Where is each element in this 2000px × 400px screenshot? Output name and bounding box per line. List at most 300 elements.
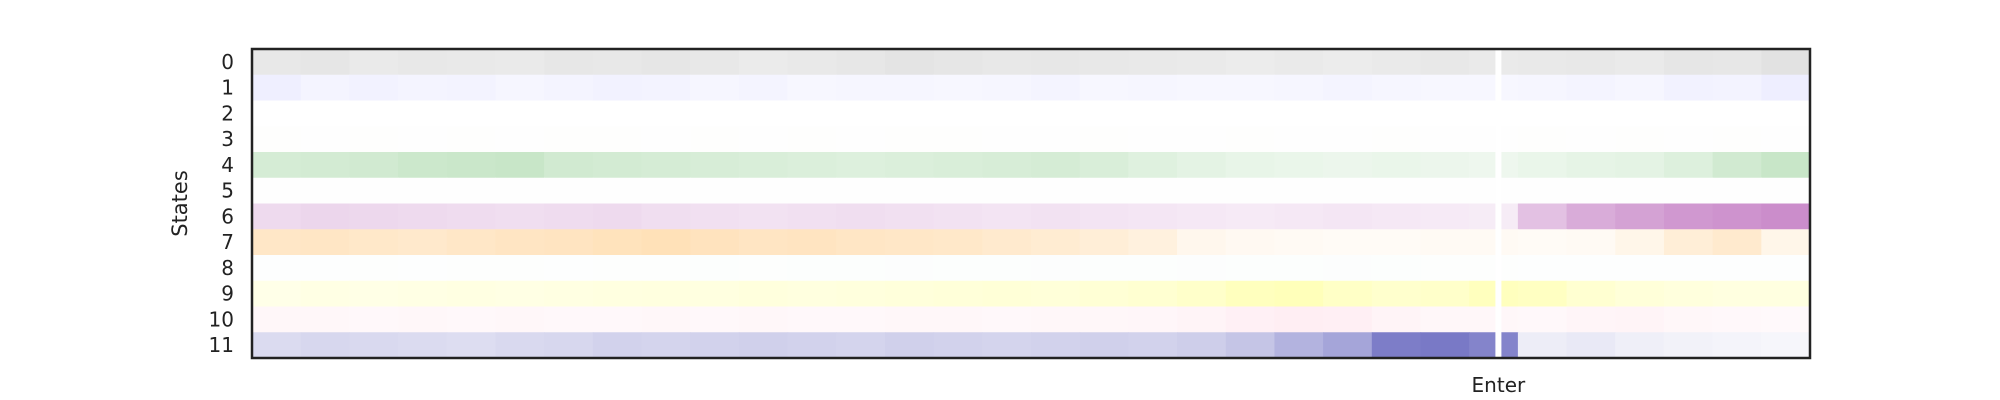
heatmap-cell-state-0-bin-7 [593,49,642,75]
heatmap-cell-state-8-bin-15 [982,255,1031,281]
heatmap-cell-state-4-bin-3 [398,152,447,178]
heatmap-cell-state-11-bin-10 [739,332,788,358]
heatmap-cell-state-11-bin-4 [447,332,496,358]
heatmap-cell-state-3-bin-17 [1080,126,1129,152]
heatmap-cell-state-7-bin-8 [642,229,691,255]
heatmap-cell-state-9-bin-6 [544,281,593,307]
heatmap-cell-state-7-bin-9 [690,229,739,255]
heatmap-cell-state-8-bin-18 [1128,255,1177,281]
heatmap-cell-state-10-bin-25 [1469,307,1518,333]
heatmap-cell-state-10-bin-20 [1226,307,1275,333]
heatmap-cell-state-11-bin-29 [1664,332,1713,358]
y-tick-label-6: 6 [221,204,234,229]
heatmap-cell-state-6-bin-24 [1421,204,1470,230]
heatmap-cell-state-5-bin-9 [690,178,739,204]
heatmap-cell-state-10-bin-22 [1323,307,1372,333]
heatmap-cell-state-1-bin-31 [1761,75,1810,101]
heatmap-cell-state-8-bin-4 [447,255,496,281]
heatmap-cell-state-7-bin-12 [836,229,885,255]
heatmap-cell-state-11-bin-9 [690,332,739,358]
heatmap-cell-state-5-bin-4 [447,178,496,204]
heatmap-cell-state-3-bin-15 [982,126,1031,152]
heatmap-cell-state-7-bin-30 [1713,229,1762,255]
heatmap-cell-state-6-bin-30 [1713,204,1762,230]
y-axis-title: States [168,170,192,237]
heatmap-cell-state-4-bin-27 [1567,152,1616,178]
heatmap-cell-state-10-bin-24 [1421,307,1470,333]
heatmap-cell-state-8-bin-30 [1713,255,1762,281]
heatmap-cell-state-11-bin-16 [1031,332,1080,358]
heatmap-cell-state-1-bin-12 [836,75,885,101]
heatmap-cell-state-11-bin-27 [1567,332,1616,358]
heatmap-cell-state-0-bin-24 [1421,49,1470,75]
heatmap-cell-state-10-bin-0 [252,307,301,333]
heatmap-cell-state-11-bin-25 [1469,332,1518,358]
heatmap-cell-state-2-bin-23 [1372,101,1421,127]
heatmap-cell-state-10-bin-16 [1031,307,1080,333]
heatmap-cell-state-10-bin-2 [349,307,398,333]
heatmap-cell-state-1-bin-4 [447,75,496,101]
heatmap-cell-state-10-bin-11 [788,307,837,333]
y-tick-label-4: 4 [221,152,234,177]
heatmap-cell-state-8-bin-6 [544,255,593,281]
heatmap-cell-state-11-bin-24 [1421,332,1470,358]
heatmap-cell-state-1-bin-21 [1274,75,1323,101]
heatmap-cell-state-8-bin-28 [1615,255,1664,281]
heatmap-cell-state-5-bin-2 [349,178,398,204]
heatmap-cell-state-6-bin-12 [836,204,885,230]
heatmap-cell-state-5-bin-13 [885,178,934,204]
heatmap-cell-state-0-bin-0 [252,49,301,75]
heatmap-cell-state-1-bin-11 [788,75,837,101]
heatmap-cell-state-2-bin-8 [642,101,691,127]
heatmap-cell-state-6-bin-15 [982,204,1031,230]
heatmap-cell-state-9-bin-0 [252,281,301,307]
heatmap-cell-state-2-bin-7 [593,101,642,127]
heatmap-cell-state-2-bin-16 [1031,101,1080,127]
heatmap-cell-state-8-bin-1 [301,255,350,281]
heatmap-cell-state-5-bin-20 [1226,178,1275,204]
heatmap-cell-state-6-bin-22 [1323,204,1372,230]
heatmap-cell-state-9-bin-1 [301,281,350,307]
heatmap-cell-state-2-bin-27 [1567,101,1616,127]
heatmap-cell-state-5-bin-27 [1567,178,1616,204]
heatmap-cell-state-9-bin-13 [885,281,934,307]
heatmap-cell-state-6-bin-21 [1274,204,1323,230]
heatmap-cell-state-3-bin-2 [349,126,398,152]
heatmap-cell-state-6-bin-28 [1615,204,1664,230]
heatmap-cell-state-8-bin-14 [934,255,983,281]
heatmap-cell-state-3-bin-1 [301,126,350,152]
heatmap-cell-state-0-bin-10 [739,49,788,75]
heatmap-cell-state-10-bin-29 [1664,307,1713,333]
heatmap-cell-state-9-bin-23 [1372,281,1421,307]
heatmap-cell-state-11-bin-20 [1226,332,1275,358]
heatmap-cell-state-2-bin-19 [1177,101,1226,127]
heatmap-cell-state-2-bin-22 [1323,101,1372,127]
heatmap-cell-state-3-bin-22 [1323,126,1372,152]
heatmap-cell-state-3-bin-21 [1274,126,1323,152]
heatmap-cell-state-5-bin-10 [739,178,788,204]
heatmap-cell-state-7-bin-26 [1518,229,1567,255]
heatmap-cell-state-1-bin-27 [1567,75,1616,101]
heatmap-cell-state-4-bin-16 [1031,152,1080,178]
heatmap-cell-state-7-bin-2 [349,229,398,255]
heatmap-cell-state-6-bin-27 [1567,204,1616,230]
heatmap-cell-state-10-bin-23 [1372,307,1421,333]
heatmap-cell-state-6-bin-26 [1518,204,1567,230]
heatmap-cell-state-0-bin-28 [1615,49,1664,75]
heatmap-cell-state-7-bin-19 [1177,229,1226,255]
heatmap-cell-state-1-bin-23 [1372,75,1421,101]
heatmap-cell-state-9-bin-19 [1177,281,1226,307]
heatmap-cell-state-4-bin-5 [495,152,544,178]
heatmap-cell-state-9-bin-18 [1128,281,1177,307]
heatmap-cell-state-10-bin-6 [544,307,593,333]
heatmap-cell-state-11-bin-0 [252,332,301,358]
heatmap-cell-state-6-bin-10 [739,204,788,230]
heatmap-cell-state-1-bin-14 [934,75,983,101]
heatmap-cell-state-10-bin-21 [1274,307,1323,333]
heatmap-cell-state-0-bin-3 [398,49,447,75]
heatmap-cell-state-1-bin-2 [349,75,398,101]
heatmap-cell-state-11-bin-31 [1761,332,1810,358]
heatmap-cell-state-8-bin-13 [885,255,934,281]
y-tick-label-0: 0 [221,49,234,74]
heatmap-cell-state-9-bin-4 [447,281,496,307]
heatmap-cell-state-1-bin-13 [885,75,934,101]
heatmap-cell-state-7-bin-5 [495,229,544,255]
heatmap-cell-state-3-bin-4 [447,126,496,152]
heatmap-cell-state-8-bin-7 [593,255,642,281]
heatmap-cell-state-1-bin-7 [593,75,642,101]
heatmap-cell-state-11-bin-26 [1518,332,1567,358]
heatmap-cell-state-2-bin-6 [544,101,593,127]
heatmap-cell-state-9-bin-26 [1518,281,1567,307]
heatmap-cell-state-11-bin-30 [1713,332,1762,358]
heatmap-cell-state-10-bin-30 [1713,307,1762,333]
y-tick-label-1: 1 [221,75,234,100]
heatmap-cell-state-10-bin-12 [836,307,885,333]
heatmap-cell-state-0-bin-17 [1080,49,1129,75]
heatmap-cell-state-8-bin-8 [642,255,691,281]
heatmap-cell-state-2-bin-10 [739,101,788,127]
heatmap-cell-state-2-bin-15 [982,101,1031,127]
heatmap-cell-state-1-bin-6 [544,75,593,101]
heatmap-cell-state-11-bin-7 [593,332,642,358]
heatmap-cell-state-9-bin-12 [836,281,885,307]
heatmap-cell-state-8-bin-10 [739,255,788,281]
heatmap-cell-state-4-bin-25 [1469,152,1518,178]
y-tick-labels [209,50,234,357]
heatmap-cell-state-2-bin-20 [1226,101,1275,127]
heatmap-cell-state-0-bin-8 [642,49,691,75]
heatmap-cell-state-3-bin-13 [885,126,934,152]
heatmap-cell-state-10-bin-5 [495,307,544,333]
heatmap-cell-state-4-bin-29 [1664,152,1713,178]
heatmap-cell-state-10-bin-9 [690,307,739,333]
heatmap-cell-state-4-bin-22 [1323,152,1372,178]
heatmap-cell-state-8-bin-25 [1469,255,1518,281]
heatmap-cell-state-11-bin-6 [544,332,593,358]
heatmap-cell-state-6-bin-11 [788,204,837,230]
heatmap-cell-state-1-bin-1 [301,75,350,101]
heatmap-cell-state-1-bin-8 [642,75,691,101]
heatmap-cell-state-0-bin-30 [1713,49,1762,75]
heatmap-cell-state-7-bin-24 [1421,229,1470,255]
heatmap-cell-state-1-bin-16 [1031,75,1080,101]
heatmap-cell-state-2-bin-29 [1664,101,1713,127]
heatmap-cell-state-2-bin-24 [1421,101,1470,127]
heatmap-cell-state-1-bin-20 [1226,75,1275,101]
heatmap-cell-state-7-bin-6 [544,229,593,255]
heatmap-cell-state-8-bin-22 [1323,255,1372,281]
heatmap-cell-state-8-bin-27 [1567,255,1616,281]
heatmap-cell-state-6-bin-7 [593,204,642,230]
heatmap-cell-state-4-bin-23 [1372,152,1421,178]
heatmap-cell-state-1-bin-19 [1177,75,1226,101]
heatmap-cell-state-4-bin-0 [252,152,301,178]
heatmap-cell-state-11-bin-23 [1372,332,1421,358]
heatmap-cell-state-9-bin-22 [1323,281,1372,307]
heatmap-cell-state-6-bin-3 [398,204,447,230]
heatmap-cell-state-3-bin-30 [1713,126,1762,152]
heatmap-cell-state-5-bin-0 [252,178,301,204]
heatmap-cell-state-7-bin-31 [1761,229,1810,255]
heatmap-cell-state-4-bin-20 [1226,152,1275,178]
heatmap-cell-state-10-bin-26 [1518,307,1567,333]
heatmap-cell-state-11-bin-5 [495,332,544,358]
heatmap-cell-state-8-bin-31 [1761,255,1810,281]
heatmap-cell-state-2-bin-0 [252,101,301,127]
heatmap-cell-state-0-bin-16 [1031,49,1080,75]
heatmap-cell-state-2-bin-31 [1761,101,1810,127]
heatmap-cell-state-7-bin-18 [1128,229,1177,255]
heatmap-cell-state-4-bin-19 [1177,152,1226,178]
heatmap-cell-state-0-bin-5 [495,49,544,75]
heatmap-cell-state-6-bin-29 [1664,204,1713,230]
heatmap-cell-state-6-bin-4 [447,204,496,230]
heatmap-cell-state-6-bin-16 [1031,204,1080,230]
heatmap-cell-state-10-bin-18 [1128,307,1177,333]
heatmap-cell-state-8-bin-12 [836,255,885,281]
heatmap-cell-state-5-bin-5 [495,178,544,204]
heatmap-cell-state-2-bin-17 [1080,101,1129,127]
heatmap-cell-state-0-bin-6 [544,49,593,75]
heatmap-cell-state-0-bin-12 [836,49,885,75]
heatmap-cell-state-9-bin-24 [1421,281,1470,307]
heatmap-cell-state-5-bin-11 [788,178,837,204]
heatmap-cell-state-11-bin-18 [1128,332,1177,358]
heatmap-cell-state-0-bin-18 [1128,49,1177,75]
heatmap-cell-state-4-bin-8 [642,152,691,178]
heatmap-cell-state-5-bin-30 [1713,178,1762,204]
heatmap-cell-state-4-bin-26 [1518,152,1567,178]
heatmap-cell-state-3-bin-18 [1128,126,1177,152]
heatmap-cell-state-2-bin-1 [301,101,350,127]
heatmap-cell-state-5-bin-17 [1080,178,1129,204]
heatmap-cell-state-5-bin-22 [1323,178,1372,204]
heatmap-cell-state-5-bin-6 [544,178,593,204]
heatmap-cell-state-4-bin-11 [788,152,837,178]
heatmap-cell-state-10-bin-8 [642,307,691,333]
heatmap-cell-state-1-bin-3 [398,75,447,101]
heatmap-cell-state-2-bin-26 [1518,101,1567,127]
heatmap-cell-state-7-bin-10 [739,229,788,255]
heatmap-cell-state-0-bin-9 [690,49,739,75]
heatmap-cell-state-5-bin-3 [398,178,447,204]
heatmap-cell-state-9-bin-20 [1226,281,1275,307]
heatmap-cell-state-8-bin-16 [1031,255,1080,281]
heatmap-cell-state-10-bin-7 [593,307,642,333]
y-tick-label-2: 2 [221,101,234,126]
heatmap-cell-state-6-bin-14 [934,204,983,230]
heatmap-cell-state-3-bin-5 [495,126,544,152]
heatmap-cell-state-8-bin-23 [1372,255,1421,281]
heatmap-cell-state-8-bin-5 [495,255,544,281]
heatmap-cell-state-5-bin-12 [836,178,885,204]
heatmap-cell-state-2-bin-18 [1128,101,1177,127]
heatmap-cell-state-8-bin-21 [1274,255,1323,281]
heatmap-cell-state-1-bin-28 [1615,75,1664,101]
heatmap-cell-state-3-bin-19 [1177,126,1226,152]
heatmap-cell-state-7-bin-1 [301,229,350,255]
heatmap-cell-state-11-bin-13 [885,332,934,358]
heatmap-cell-state-8-bin-29 [1664,255,1713,281]
y-tick-label-7: 7 [221,230,234,255]
heatmap-cell-state-10-bin-3 [398,307,447,333]
heatmap-cell-state-6-bin-20 [1226,204,1275,230]
heatmap-cell-state-4-bin-17 [1080,152,1129,178]
heatmap-cell-state-10-bin-1 [301,307,350,333]
heatmap-cell-state-4-bin-6 [544,152,593,178]
heatmap-cell-state-6-bin-0 [252,204,301,230]
heatmap-cell-state-11-bin-15 [982,332,1031,358]
heatmap-cell-state-1-bin-15 [982,75,1031,101]
heatmap-cell-state-8-bin-3 [398,255,447,281]
heatmap-cell-state-0-bin-19 [1177,49,1226,75]
heatmap-cell-state-9-bin-11 [788,281,837,307]
heatmap-cell-state-11-bin-17 [1080,332,1129,358]
heatmap-cells [252,49,1811,358]
y-tick-label-10: 10 [208,307,234,332]
heatmap-cell-state-0-bin-22 [1323,49,1372,75]
heatmap-cell-state-0-bin-2 [349,49,398,75]
heatmap-cell-state-6-bin-2 [349,204,398,230]
heatmap-cell-state-6-bin-25 [1469,204,1518,230]
heatmap-cell-state-9-bin-28 [1615,281,1664,307]
heatmap-cell-state-11-bin-19 [1177,332,1226,358]
heatmap-cell-state-7-bin-21 [1274,229,1323,255]
heatmap-cell-state-6-bin-23 [1372,204,1421,230]
heatmap-cell-state-2-bin-2 [349,101,398,127]
heatmap-cell-state-4-bin-18 [1128,152,1177,178]
heatmap-cell-state-11-bin-12 [836,332,885,358]
heatmap-cell-state-9-bin-30 [1713,281,1762,307]
heatmap-cell-state-2-bin-5 [495,101,544,127]
y-tick-label-3: 3 [221,127,234,152]
heatmap-cell-state-7-bin-11 [788,229,837,255]
heatmap-cell-state-5-bin-24 [1421,178,1470,204]
heatmap-cell-state-1-bin-18 [1128,75,1177,101]
heatmap-cell-state-0-bin-4 [447,49,496,75]
heatmap-cell-state-4-bin-1 [301,152,350,178]
heatmap-cell-state-0-bin-15 [982,49,1031,75]
heatmap-cell-state-3-bin-14 [934,126,983,152]
heatmap-cell-state-3-bin-23 [1372,126,1421,152]
heatmap-cell-state-1-bin-24 [1421,75,1470,101]
heatmap-cell-state-0-bin-31 [1761,49,1810,75]
heatmap-cell-state-0-bin-23 [1372,49,1421,75]
heatmap-cell-state-8-bin-20 [1226,255,1275,281]
heatmap-cell-state-1-bin-29 [1664,75,1713,101]
heatmap-cell-state-9-bin-16 [1031,281,1080,307]
heatmap-cell-state-2-bin-4 [447,101,496,127]
heatmap-cell-state-3-bin-11 [788,126,837,152]
heatmap-cell-state-6-bin-13 [885,204,934,230]
heatmap-cell-state-5-bin-8 [642,178,691,204]
heatmap-cell-state-9-bin-31 [1761,281,1810,307]
heatmap-cell-state-5-bin-14 [934,178,983,204]
heatmap-cell-state-4-bin-28 [1615,152,1664,178]
heatmap-cell-state-8-bin-19 [1177,255,1226,281]
heatmap-cell-state-11-bin-8 [642,332,691,358]
heatmap-cell-state-2-bin-21 [1274,101,1323,127]
heatmap-cell-state-7-bin-25 [1469,229,1518,255]
heatmap-cell-state-5-bin-28 [1615,178,1664,204]
heatmap-cell-state-3-bin-31 [1761,126,1810,152]
heatmap-cell-state-6-bin-19 [1177,204,1226,230]
heatmap-cell-state-5-bin-16 [1031,178,1080,204]
heatmap-cell-state-5-bin-7 [593,178,642,204]
heatmap-cell-state-2-bin-12 [836,101,885,127]
heatmap-cell-state-5-bin-15 [982,178,1031,204]
y-tick-label-5: 5 [221,178,234,203]
heatmap-cell-state-4-bin-2 [349,152,398,178]
heatmap-cell-state-4-bin-15 [982,152,1031,178]
heatmap-cell-state-4-bin-4 [447,152,496,178]
heatmap-cell-state-3-bin-25 [1469,126,1518,152]
heatmap-cell-state-5-bin-26 [1518,178,1567,204]
heatmap-cell-state-3-bin-7 [593,126,642,152]
heatmap-cell-state-3-bin-20 [1226,126,1275,152]
heatmap-cell-state-0-bin-27 [1567,49,1616,75]
heatmap-cell-state-10-bin-10 [739,307,788,333]
heatmap-cell-state-3-bin-16 [1031,126,1080,152]
heatmap-cell-state-2-bin-28 [1615,101,1664,127]
heatmap-cell-state-7-bin-20 [1226,229,1275,255]
heatmap-cell-state-8-bin-11 [788,255,837,281]
heatmap-cell-state-10-bin-17 [1080,307,1129,333]
heatmap-cell-state-3-bin-9 [690,126,739,152]
heatmap-cell-state-9-bin-15 [982,281,1031,307]
heatmap-cell-state-2-bin-11 [788,101,837,127]
heatmap-cell-state-8-bin-24 [1421,255,1470,281]
heatmap-cell-state-4-bin-9 [690,152,739,178]
heatmap-cell-state-1-bin-5 [495,75,544,101]
heatmap-cell-state-7-bin-0 [252,229,301,255]
heatmap-cell-state-1-bin-30 [1713,75,1762,101]
heatmap-cell-state-9-bin-8 [642,281,691,307]
x-tick-label-enter: Enter [1471,373,1526,397]
heatmap-cell-state-10-bin-15 [982,307,1031,333]
heatmap-cell-state-0-bin-20 [1226,49,1275,75]
heatmap-cell-state-11-bin-11 [788,332,837,358]
heatmap-cell-state-1-bin-17 [1080,75,1129,101]
heatmap-cell-state-7-bin-14 [934,229,983,255]
heatmap-cell-state-9-bin-10 [739,281,788,307]
enter-marker-line [1495,49,1501,358]
